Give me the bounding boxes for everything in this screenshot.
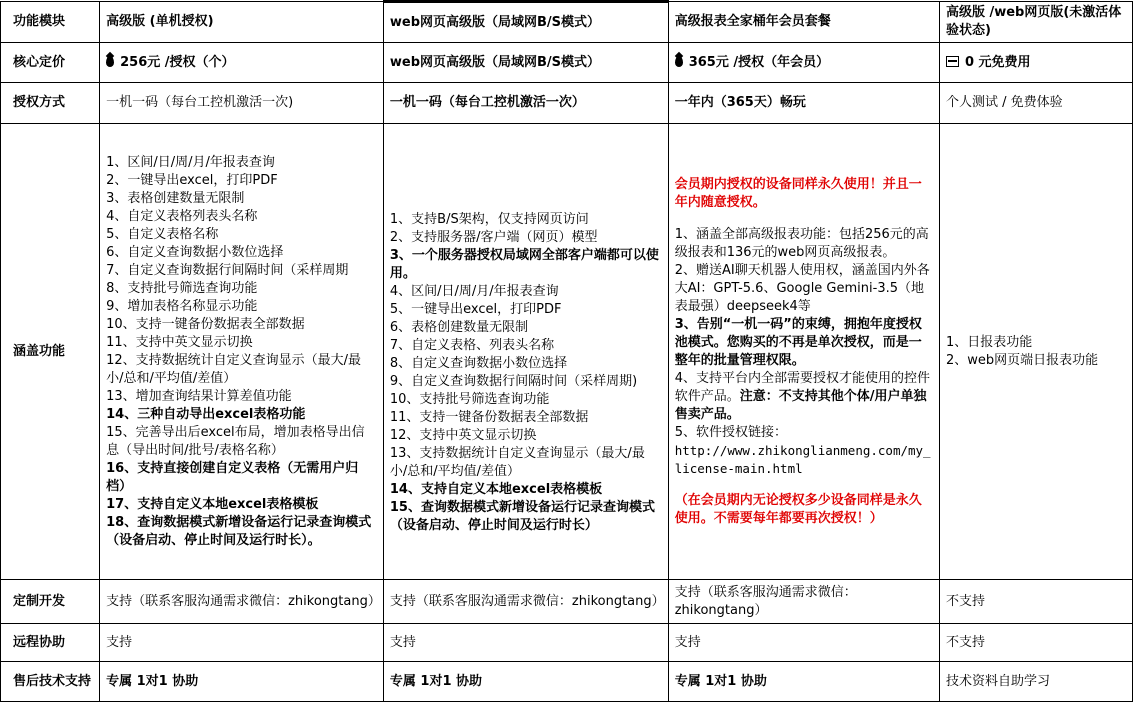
standalone-feature-6: 6、自定义查询数据小数位选择 bbox=[106, 244, 284, 260]
support-web: 专属 1对1 协助 bbox=[383, 662, 668, 702]
web-feature-11: 11、支持一键备份数据表全部数据 bbox=[389, 409, 589, 425]
web-feature-13: 13、支持数据统计自定义查询显示（最大/最小/总和/平均值/差值） bbox=[389, 445, 645, 479]
bundle-feature-4-note: 注意：不支持其他个体/用户单独售卖产品。 bbox=[674, 388, 927, 422]
bundle-red-outro: （在会员期内无论授权多少设备同样是永久使用。不需要每年都要再次授权！） bbox=[674, 492, 922, 526]
header-trial: 高级版 /web网页版(未激活体验状态) bbox=[939, 2, 1132, 43]
features-trial bbox=[939, 124, 1132, 580]
web-feature-14: 14、支持自定义本地excel表格模板 bbox=[389, 481, 603, 497]
standalone-feature-5: 5、自定义表格名称 bbox=[106, 226, 219, 242]
trial-feature-1: 1、日报表功能 bbox=[945, 334, 1033, 350]
droplet-icon bbox=[675, 56, 683, 67]
remote-bundle: 支持 bbox=[668, 624, 939, 662]
web-feature-10: 10、支持批号筛选查询功能 bbox=[389, 391, 550, 407]
bundle-feature-2: 2、赠送AI聊天机器人使用权，涵盖国内外各大AI：GPT-5.6、Google Gemini-3.5（地表最强）deepseek4等 bbox=[674, 262, 930, 314]
pricing-label: 核心定价 bbox=[1, 43, 100, 83]
license-web: 一机一码（每台工控机激活一次） bbox=[383, 83, 668, 124]
standalone-feature-17: 17、支持自定义本地excel表格模板 bbox=[106, 496, 319, 512]
pricing-standalone-text: 256元 /授权（个） bbox=[120, 54, 235, 70]
remote-standalone: 支持 bbox=[100, 624, 384, 662]
license-label: 授权方式 bbox=[1, 83, 100, 124]
support-bundle: 专属 1对1 协助 bbox=[668, 662, 939, 702]
standalone-feature-9: 9、增加表格名称显示功能 bbox=[106, 298, 258, 314]
remote-row bbox=[1, 624, 1133, 662]
features-standalone-list bbox=[106, 154, 377, 550]
custom-row bbox=[1, 580, 1133, 624]
standalone-feature-13: 13、增加查询结果计算差值功能 bbox=[106, 388, 292, 404]
standalone-feature-11: 11、支持中英文显示切换 bbox=[106, 334, 253, 350]
standalone-feature-7: 7、自定义查询数据行间隔时间（采样周期 bbox=[106, 262, 349, 278]
features-row bbox=[1, 124, 1133, 580]
header-row bbox=[1, 2, 1133, 43]
license-row bbox=[1, 83, 1133, 124]
web-feature-3: 3、一个服务器授权局域网全部客户端都可以使用。 bbox=[389, 247, 659, 281]
standalone-feature-12: 12、支持数据统计自定义查询显示（最大/最小/总和/平均值/差值） bbox=[106, 352, 362, 386]
support-standalone: 专属 1对1 协助 bbox=[100, 662, 384, 702]
remote-web: 支持 bbox=[383, 624, 668, 662]
trial-feature-2: 2、web网页端日报表功能 bbox=[945, 352, 1099, 368]
web-feature-8: 8、自定义查询数据小数位选择 bbox=[389, 355, 568, 371]
web-feature-15: 15、查询数据模式新增设备运行记录查询模式（设备启动、停止时间及运行时长） bbox=[389, 499, 655, 533]
pricing-row bbox=[1, 43, 1133, 83]
custom-label: 定制开发 bbox=[1, 580, 100, 624]
pricing-trial bbox=[939, 43, 1132, 83]
bundle-feature-4 bbox=[675, 370, 933, 424]
custom-trial: 不支持 bbox=[939, 580, 1132, 624]
features-web-list bbox=[390, 211, 662, 535]
web-feature-9: 9、自定义查询数据行间隔时间（采样周期) bbox=[389, 373, 638, 389]
header-module: 功能模块 bbox=[1, 2, 100, 43]
web-feature-12: 12、支持中英文显示切换 bbox=[389, 427, 537, 443]
pricing-standalone bbox=[100, 43, 384, 83]
standalone-feature-18: 18、查询数据模式新增设备运行记录查询模式（设备启动、停止时间及运行时长）。 bbox=[106, 514, 372, 548]
standalone-feature-3: 3、表格创建数量无限制 bbox=[106, 190, 245, 206]
license-standalone: 一机一码（每台工控机激活一次) bbox=[100, 83, 384, 124]
standalone-feature-2: 2、一键导出excel，打印PDF bbox=[106, 172, 278, 188]
bundle-feature-3: 3、告别“一机一码”的束缚，拥抱年度授权池模式。您购买的不再是单次授权，而是一整年的批量管理权限。 bbox=[674, 316, 922, 368]
features-web bbox=[383, 124, 668, 580]
pricing-web: web网页高级版（局域网B/S模式） bbox=[383, 43, 668, 83]
standalone-feature-1: 1、区间/日/周/月/年报表查询 bbox=[106, 154, 275, 170]
support-label: 售后技术支持 bbox=[1, 662, 100, 702]
bundle-feature-5: 5、软件授权链接： bbox=[674, 424, 787, 440]
pricing-bundle bbox=[668, 43, 939, 83]
license-link[interactable]: http://www.zhikonglianmeng.com/my_license-main.html bbox=[674, 442, 931, 476]
web-feature-7: 7、自定义表格、列表头名称 bbox=[389, 337, 555, 353]
remote-trial: 不支持 bbox=[939, 624, 1132, 662]
box-icon bbox=[946, 56, 959, 67]
pricing-bundle-text: 365元 /授权（年会员） bbox=[688, 54, 830, 70]
remote-label: 远程协助 bbox=[1, 624, 100, 662]
support-trial: 技术资料自助学习 bbox=[939, 662, 1132, 702]
features-standalone bbox=[100, 124, 384, 580]
droplet-icon bbox=[106, 56, 114, 67]
support-row bbox=[1, 662, 1133, 702]
web-feature-2: 2、支持服务器/客户端（网页）模型 bbox=[389, 229, 598, 245]
bundle-feature-4-text: 4、支持平台内全部需要授权才能使用的控件软件产品。 bbox=[674, 370, 930, 404]
header-web: web网页高级版（局域网B/S模式） bbox=[383, 2, 668, 43]
standalone-feature-15: 15、完善导出后excel布局，增加表格导出信息（导出时间/批号/表格名称） bbox=[106, 424, 365, 458]
web-feature-1: 1、支持B/S架构，仅支持网页访问 bbox=[389, 211, 589, 227]
header-standalone: 高级版 (单机授权) bbox=[100, 2, 384, 43]
license-trial: 个人测试 / 免费体验 bbox=[939, 83, 1132, 124]
bundle-red-intro: 会员期内授权的设备同样永久使用！并且一年内随意授权。 bbox=[674, 176, 922, 210]
standalone-feature-16: 16、支持直接创建自定义表格（无需用户归档） bbox=[106, 460, 359, 494]
license-bundle: 一年内（365天）畅玩 bbox=[668, 83, 939, 124]
web-feature-4: 4、区间/日/周/月/年报表查询 bbox=[389, 283, 559, 299]
custom-standalone: 支持（联系客服沟通需求微信：zhikongtang） bbox=[100, 580, 384, 624]
standalone-feature-8: 8、支持批号筛选查询功能 bbox=[106, 280, 258, 296]
features-label: 涵盖功能 bbox=[1, 124, 100, 580]
features-bundle bbox=[668, 124, 939, 580]
standalone-feature-14: 14、三种自动导出excel表格功能 bbox=[106, 406, 306, 422]
web-feature-5: 5、一键导出excel，打印PDF bbox=[389, 301, 562, 317]
standalone-feature-10: 10、支持一键备份数据表全部数据 bbox=[106, 316, 305, 332]
bundle-feature-1: 1、涵盖全部高级报表功能：包括256元的高级报表和136元的web网页高级报表。 bbox=[674, 226, 929, 260]
custom-bundle: 支持（联系客服沟通需求微信：zhikongtang） bbox=[668, 580, 939, 624]
standalone-feature-4: 4、自定义表格列表头名称 bbox=[106, 208, 258, 224]
web-feature-6: 6、表格创建数量无限制 bbox=[389, 319, 529, 335]
header-bundle: 高级报表全家桶年会员套餐 bbox=[668, 2, 939, 43]
pricing-trial-text: 0 元免费用 bbox=[964, 54, 1031, 70]
custom-web: 支持（联系客服沟通需求微信：zhikongtang） bbox=[383, 580, 668, 624]
